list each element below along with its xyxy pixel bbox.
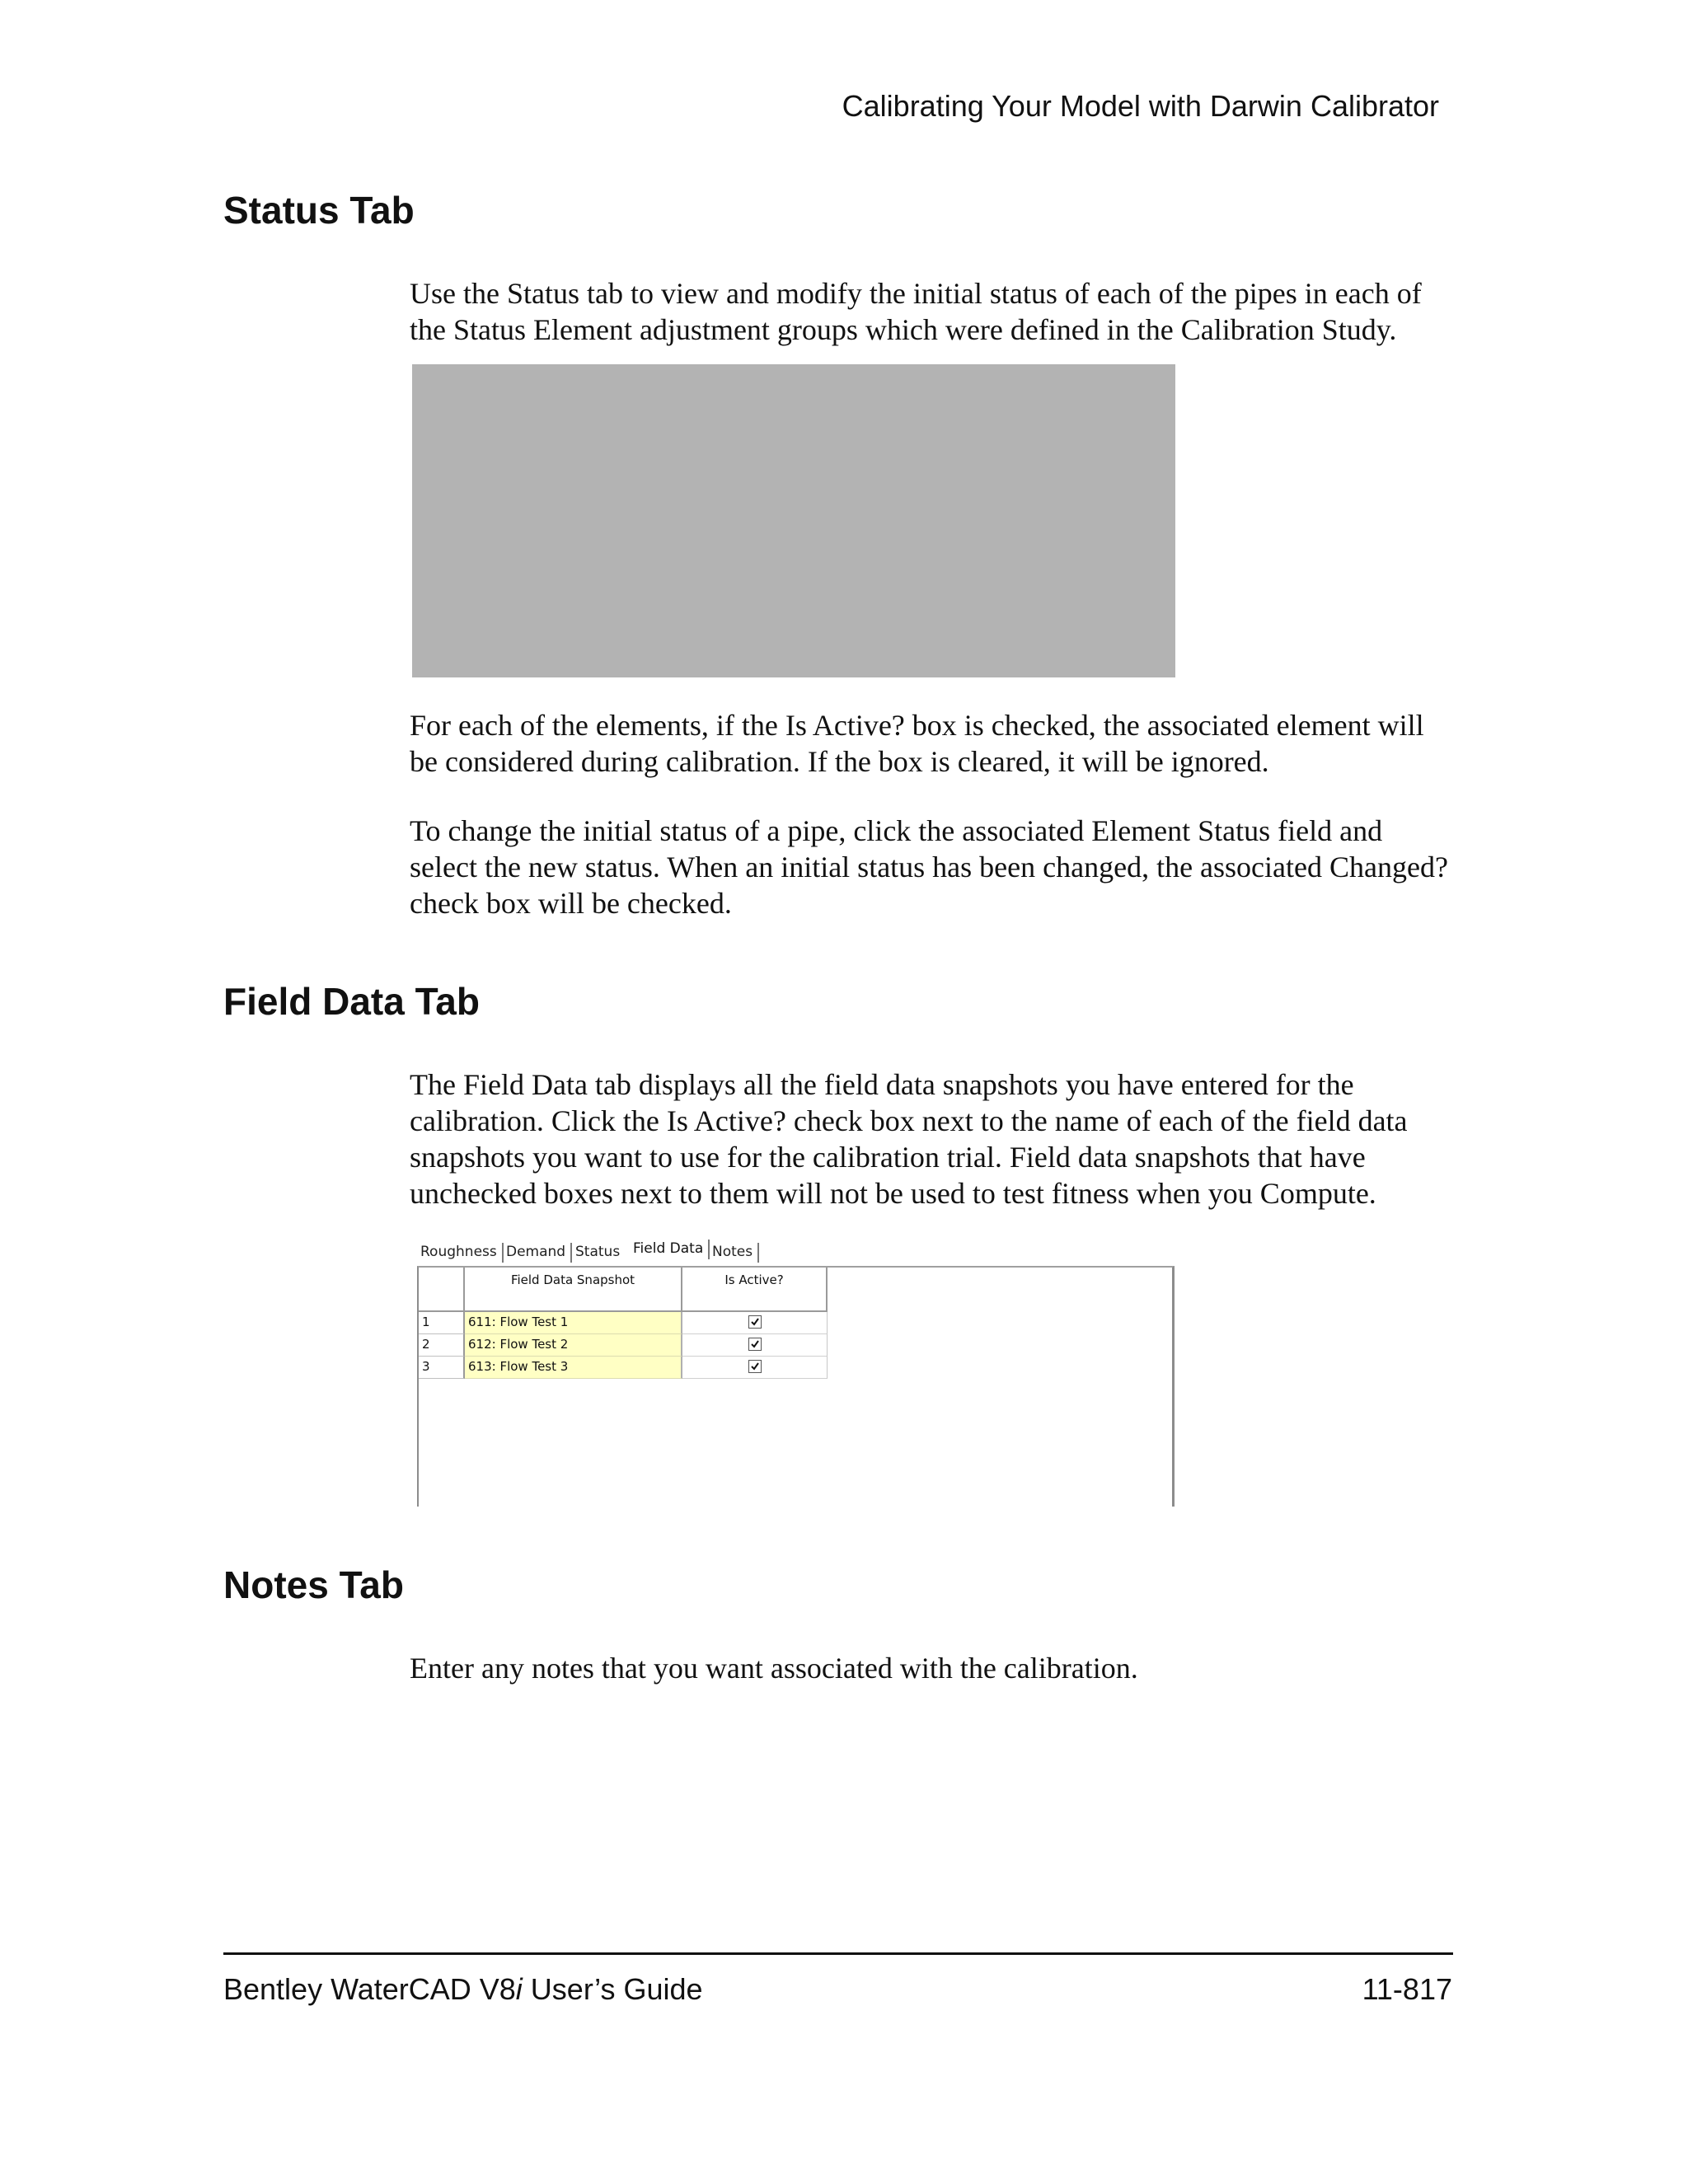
snapshot-cell[interactable]: 612: Flow Test 2: [465, 1334, 682, 1357]
field-data-intro-paragraph: The Field Data tab displays all the field data snapshots you have entered for the calibration. Click the Is Active? check box next to the name of each of the field data snapshots you want to use for the calibration trial. Field data snapshots that have unchecked boxes next to them will not be used to test fitness when you Compute.: [410, 1068, 1408, 1210]
tab-status[interactable]: Status: [575, 1244, 621, 1260]
footer-guide-title: [223, 1972, 703, 2007]
section-heading-field-data: Field Data Tab: [223, 980, 480, 1023]
status-active-paragraph: For each of the elements, if the Is Active? box is checked, the associated element will be considered during calibration. If the box is cleared, it will be ignored.: [410, 709, 1424, 778]
footer-guide-suffix: User’s Guide: [522, 1972, 703, 2006]
tab-notes[interactable]: Notes: [707, 1241, 757, 1263]
is-active-checkbox[interactable]: [748, 1338, 762, 1351]
tab-demand[interactable]: Demand: [501, 1241, 570, 1263]
status-intro-paragraph: Use the Status tab to view and modify the initial status of each of the pipes in each of the Status Element adjustment groups which were defined in the Calibration Study.: [410, 277, 1422, 346]
is-active-checkbox[interactable]: [748, 1315, 762, 1329]
column-header-is-active[interactable]: Is Active?: [682, 1268, 828, 1312]
row-index: 1: [419, 1312, 465, 1334]
notes-intro-paragraph: Enter any notes that you want associated with the calibration.: [410, 1652, 1138, 1685]
snapshot-cell[interactable]: 613: Flow Test 3: [465, 1357, 682, 1379]
row-index: 3: [419, 1357, 465, 1379]
section-heading-status: Status Tab: [223, 189, 415, 232]
is-active-cell: [682, 1357, 828, 1379]
tab-roughness[interactable]: Roughness: [415, 1241, 502, 1263]
checkmark-icon: [749, 1316, 761, 1328]
is-active-checkbox[interactable]: [748, 1360, 762, 1373]
footer-page-number: 11-817: [1362, 1972, 1452, 2006]
status-tab-figure-placeholder: [412, 364, 1175, 677]
status-change-paragraph: To change the initial status of a pipe, click the associated Element Status field and select the new status. When an initial status has been changed, the associated Changed? check box will be checked.: [410, 814, 1448, 920]
snapshot-cell[interactable]: 611: Flow Test 1: [465, 1312, 682, 1334]
tab-field-data[interactable]: Field Data: [628, 1238, 708, 1259]
is-active-cell: [682, 1334, 828, 1357]
column-header-snapshot[interactable]: Field Data Snapshot: [465, 1268, 682, 1312]
checkmark-icon: [749, 1338, 761, 1350]
row-index: 2: [419, 1334, 465, 1357]
checkmark-icon: [749, 1361, 761, 1372]
tab-bar: [412, 1235, 1175, 1266]
running-header: Calibrating Your Model with Darwin Calibrator: [842, 89, 1439, 123]
field-data-panel: [417, 1266, 1175, 1507]
field-data-screenshot: [412, 1235, 1175, 1505]
footer-guide-prefix: Bentley WaterCAD V8: [223, 1972, 516, 2006]
section-heading-notes: Notes Tab: [223, 1563, 404, 1606]
footer-rule: [223, 1952, 1453, 1955]
is-active-cell: [682, 1312, 828, 1334]
grid-corner-header: [419, 1268, 465, 1312]
footer-guide-italic: i: [515, 1972, 523, 2006]
